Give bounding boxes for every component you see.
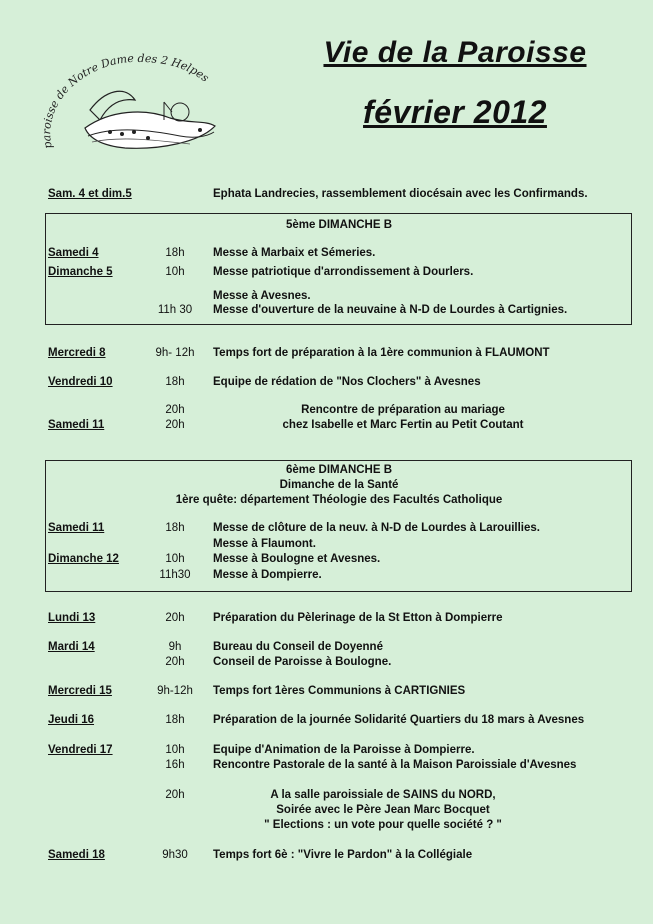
box2-event-1: Messe à Flaumont. <box>213 538 316 550</box>
block1-day-1: Vendredi 10 <box>48 376 113 388</box>
block2-event-1: Bureau du Conseil de Doyenné <box>213 641 383 653</box>
box2-day-0: Samedi 11 <box>48 522 105 534</box>
parish-logo <box>30 40 240 180</box>
box2-time-3: 11h30 <box>159 569 191 581</box>
block2-time-2: 20h <box>165 656 185 668</box>
block1-event-1: Equipe de rédation de "Nos Clochers" à Avesnes <box>213 376 481 388</box>
samedi11-line-1: Rencontre de préparation au mariage <box>301 404 505 416</box>
box1-time-3: 11h 30 <box>157 304 193 316</box>
box2-event-2: Messe à Boulogne et Avesnes. <box>213 553 381 565</box>
intro-event: Ephata Landrecies, rassemblement diocésain avec les Confirmands. <box>213 188 588 200</box>
samedi11-line-2: chez Isabelle et Marc Fertin au Petit Coutant <box>282 419 524 431</box>
block2-time-3: 9h-12h <box>157 685 193 697</box>
block2-time-5: 10h <box>165 744 185 756</box>
samedi11-day: Samedi 11 <box>48 419 105 431</box>
sains-time: 20h <box>165 789 185 801</box>
block1-time-1: 18h <box>165 376 185 388</box>
box1-event-2: Messe à Avesnes. <box>213 290 311 302</box>
box1-time-0: 18h <box>165 247 185 259</box>
block2-event-6: Rencontre Pastorale de la santé à la Maison Paroissiale d'Avesnes <box>213 759 577 771</box>
block2-time-4: 18h <box>165 714 185 726</box>
box2-time-2: 10h <box>165 553 185 565</box>
box1-time-1: 10h <box>165 266 185 278</box>
sains-line-2: Soirée avec le Père Jean Marc Bocquet <box>276 804 490 816</box>
box2-day-2: Dimanche 12 <box>48 553 119 565</box>
block2-event-0: Préparation du Pèlerinage de la St Etton à Dompierre <box>213 612 503 624</box>
box1-event-0: Messe à Marbaix et Sémeries. <box>213 247 376 259</box>
block2-event-2: Conseil de Paroisse à Boulogne. <box>213 656 392 668</box>
logo-arc-text: paroisse de Notre Dame des 2 Helpes <box>40 51 212 150</box>
box1-event-3: Messe d'ouverture de la neuvaine à N-D de Lourdes à Cartignies. <box>213 304 568 316</box>
block2-day-0: Lundi 13 <box>48 612 96 624</box>
block2-event-3: Temps fort 1ères Communions à CARTIGNIES <box>213 685 466 697</box>
box1-day-1: Dimanche 5 <box>48 266 113 278</box>
box2-event-3: Messe à Dompierre. <box>213 569 322 581</box>
last-day: Samedi 18 <box>48 849 105 861</box>
block2-event-5: Equipe d'Animation de la Paroisse à Dompierre. <box>213 744 475 756</box>
box2-event-0: Messe de clôture de la neuv. à N-D de Lourdes à Larouillies. <box>213 522 540 534</box>
box2-heading-2: Dimanche de la Santé <box>279 479 399 491</box>
box2-heading-3: 1ère quête: département Théologie des Facultés Catholique <box>175 494 503 506</box>
block1-event-0: Temps fort de préparation à la 1ère communion à FLAUMONT <box>213 347 550 359</box>
page-title: Vie de la Paroisse <box>323 36 587 69</box>
box2-time-0: 18h <box>165 522 185 534</box>
block2-day-5: Vendredi 17 <box>48 744 113 756</box>
box1-day-0: Samedi 4 <box>48 247 99 259</box>
box1-event-1: Messe patriotique d'arrondissement à Dourlers. <box>213 266 474 278</box>
block2-day-3: Mercredi 15 <box>48 685 112 697</box>
block2-day-4: Jeudi 16 <box>48 714 95 726</box>
block2-event-4: Préparation de la journée Solidarité Quartiers du 18 mars à Avesnes <box>213 714 585 726</box>
samedi11-time-2: 20h <box>165 419 185 431</box>
intro-day: Sam. 4 et dim.5 <box>48 188 132 200</box>
sains-line-3: " Elections : un vote pour quelle société ? " <box>264 819 502 831</box>
block1-day-0: Mercredi 8 <box>48 347 106 359</box>
block2-time-6: 16h <box>165 759 185 771</box>
last-time: 9h30 <box>162 849 188 861</box>
samedi11-time-1: 20h <box>165 404 185 416</box>
page-subtitle: février 2012 <box>363 94 547 130</box>
box2-heading-1: 6ème DIMANCHE B <box>285 464 393 476</box>
sains-line-1: A la salle paroissiale de SAINS du NORD, <box>270 789 496 801</box>
block2-day-1: Mardi 14 <box>48 641 95 653</box>
last-event: Temps fort 6è : "Vivre le Pardon" à la Collégiale <box>213 849 473 861</box>
box1-heading: 5ème DIMANCHE B <box>285 219 393 231</box>
block2-time-1: 9h <box>168 641 182 653</box>
block1-time-0: 9h- 12h <box>155 347 195 359</box>
block2-time-0: 20h <box>165 612 185 624</box>
